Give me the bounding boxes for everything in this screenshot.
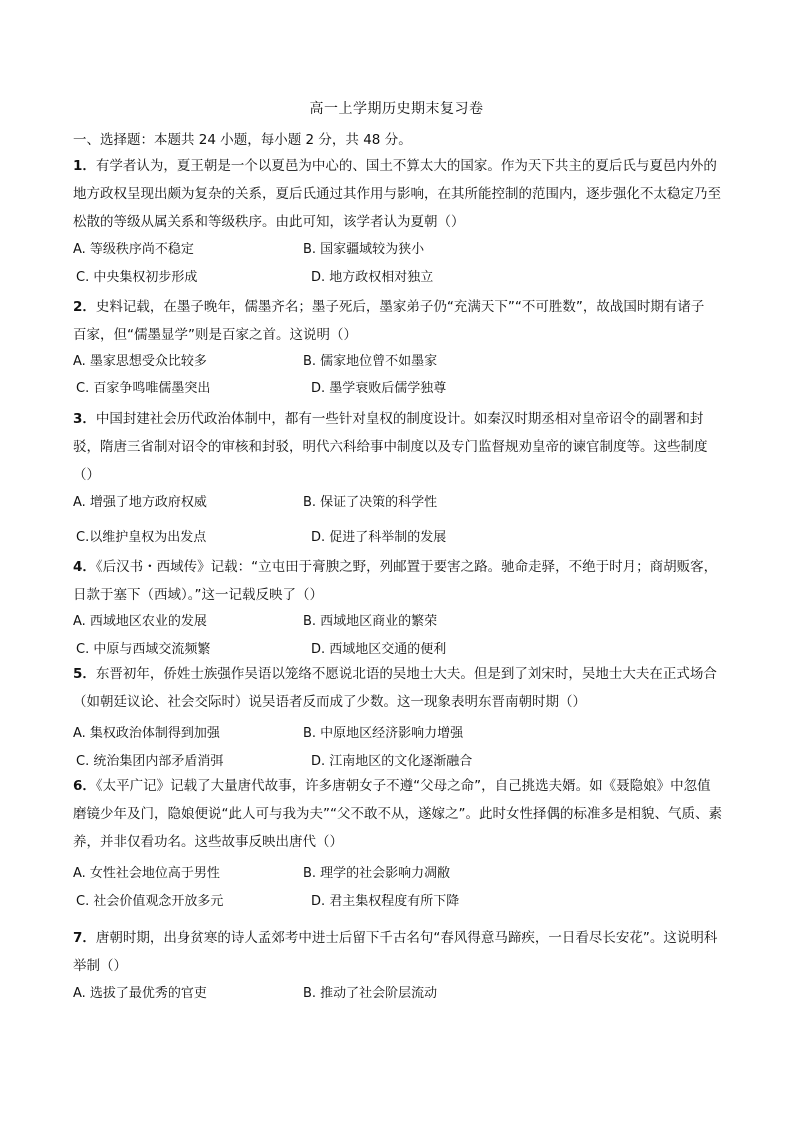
q2-option-c[interactable]: C. 百家争鸣唯儒墨突出	[76, 381, 211, 396]
question-6	[73, 772, 723, 856]
question-4	[73, 553, 723, 609]
q7-option-a[interactable]: A. 选拔了最优秀的官吏	[73, 986, 207, 1001]
q5-option-a[interactable]: A. 集权政治体制得到加强	[73, 726, 220, 741]
question-text: 唐朝时期，出身贫寒的诗人孟郊考中进士后留下千古名句“春风得意马蹄疾，一日看尽长安花”。这说明科举制（）	[73, 930, 718, 974]
question-text: 有学者认为，夏王朝是一个以夏邑为中心的、国土不算太大的国家。作为天下共主的夏后氏与夏邑内外的地方政权呈现出颇为复杂的关系，夏后氏通过其作用与影响，在其所能控制的范围内，逐步强化不太稳定乃至松散的等级从属关系和等级秩序。由此可知，该学者认为夏朝（）	[73, 158, 721, 230]
q3-option-b[interactable]: B. 保证了决策的科学性	[303, 495, 438, 510]
question-7	[73, 924, 723, 980]
q6-option-c[interactable]: C. 社会价值观念开放多元	[76, 894, 224, 909]
q4-option-b[interactable]: B. 西域地区商业的繁荣	[303, 614, 438, 629]
q2-option-a[interactable]: A. 墨家思想受众比较多	[73, 354, 207, 369]
q3-option-d[interactable]: D. 促进了科举制的发展	[311, 530, 447, 545]
q1-option-d[interactable]: D. 地方政权相对独立	[311, 270, 434, 285]
q1-option-a[interactable]: A. 等级秩序尚不稳定	[73, 242, 194, 257]
q6-option-d[interactable]: D. 君主集权程度有所下降	[311, 894, 460, 909]
q6-option-a[interactable]: A. 女性社会地位高于男性	[73, 866, 220, 881]
question-text: 《后汉书・西域传》记载：“立屯田于膏腴之野，列邮置于要害之路。驰命走驿，不绝于时月；商胡贩客，日款于塞下（西域）。”这一记载反映了（）	[73, 559, 718, 603]
q2-option-b[interactable]: B. 儒家地位曾不如墨家	[303, 354, 438, 369]
q1-option-c[interactable]: C. 中央集权初步形成	[76, 270, 198, 285]
q5-option-d[interactable]: D. 江南地区的文化逐渐融合	[311, 754, 473, 769]
question-number: 2．	[73, 299, 96, 315]
q3-option-a[interactable]: A. 增强了地方政府权威	[73, 495, 207, 510]
q4-option-a[interactable]: A. 西域地区农业的发展	[73, 614, 207, 629]
question-text: 《太平广记》记载了大量唐代故事，许多唐朝女子不遵“父母之命”，自己挑选夫婿。如《聂隐娘》中忽值磨镜少年及门，隐娘便说“此人可与我为夫”“父不敢不从，遂嫁之”。此时女性择偶的标准多是相貌、气质、素养，并非仅看功名。这些故事反映出唐代（）	[73, 778, 722, 850]
q1-option-b[interactable]: B. 国家疆域较为狭小	[303, 242, 425, 257]
q4-option-c[interactable]: C. 中原与西域交流频繁	[76, 642, 211, 657]
question-3	[73, 405, 723, 489]
question-text: 史料记载，在墨子晚年，儒墨齐名；墨子死后，墨家弟子仍“充满天下”“不可胜数”，故战国时期有诸子百家，但“儒墨显学”则是百家之首。这说明（）	[73, 299, 705, 343]
q5-option-b[interactable]: B. 中原地区经济影响力增强	[303, 726, 464, 741]
q5-option-c[interactable]: C. 统治集团内部矛盾消弭	[76, 754, 224, 769]
question-number: 4．	[73, 559, 96, 575]
q3-option-c[interactable]: C.以维护皇权为出发点	[76, 530, 207, 545]
question-2	[73, 293, 713, 349]
question-number: 6．	[73, 778, 96, 794]
q6-option-b[interactable]: B. 理学的社会影响力凋敝	[303, 866, 451, 881]
question-number: 1．	[73, 158, 96, 174]
section-heading: 一、选择题：本题共 24 小题，每小题 2 分，共 48 分。	[73, 132, 412, 148]
page-title: 高一上学期历史期末复习卷	[309, 101, 484, 117]
question-1	[73, 152, 723, 236]
question-number: 3．	[73, 411, 96, 427]
question-5	[73, 660, 723, 716]
question-text: 中国封建社会历代政治体制中，都有一些针对皇权的制度设计。如秦汉时期丞相对皇帝诏令的副署和封驳，隋唐三省制对诏令的审核和封驳，明代六科给事中制度以及专门监督规劝皇帝的谏官制度等。这些制度（）	[73, 411, 708, 483]
q2-option-d[interactable]: D. 墨学衰败后儒学独尊	[311, 381, 447, 396]
question-number: 5．	[73, 666, 96, 682]
question-number: 7．	[73, 930, 96, 946]
question-text: 东晋初年，侨姓士族强作吴语以笼络不愿说北语的吴地士大夫。但是到了刘宋时，吴地士大夫在正式场合（如朝廷议论、社会交际时）说吴语者反而成了少数。这一现象表明东晋南朝时期（）	[73, 666, 717, 710]
q4-option-d[interactable]: D. 西域地区交通的便利	[311, 642, 447, 657]
q7-option-b[interactable]: B. 推动了社会阶层流动	[303, 986, 438, 1001]
